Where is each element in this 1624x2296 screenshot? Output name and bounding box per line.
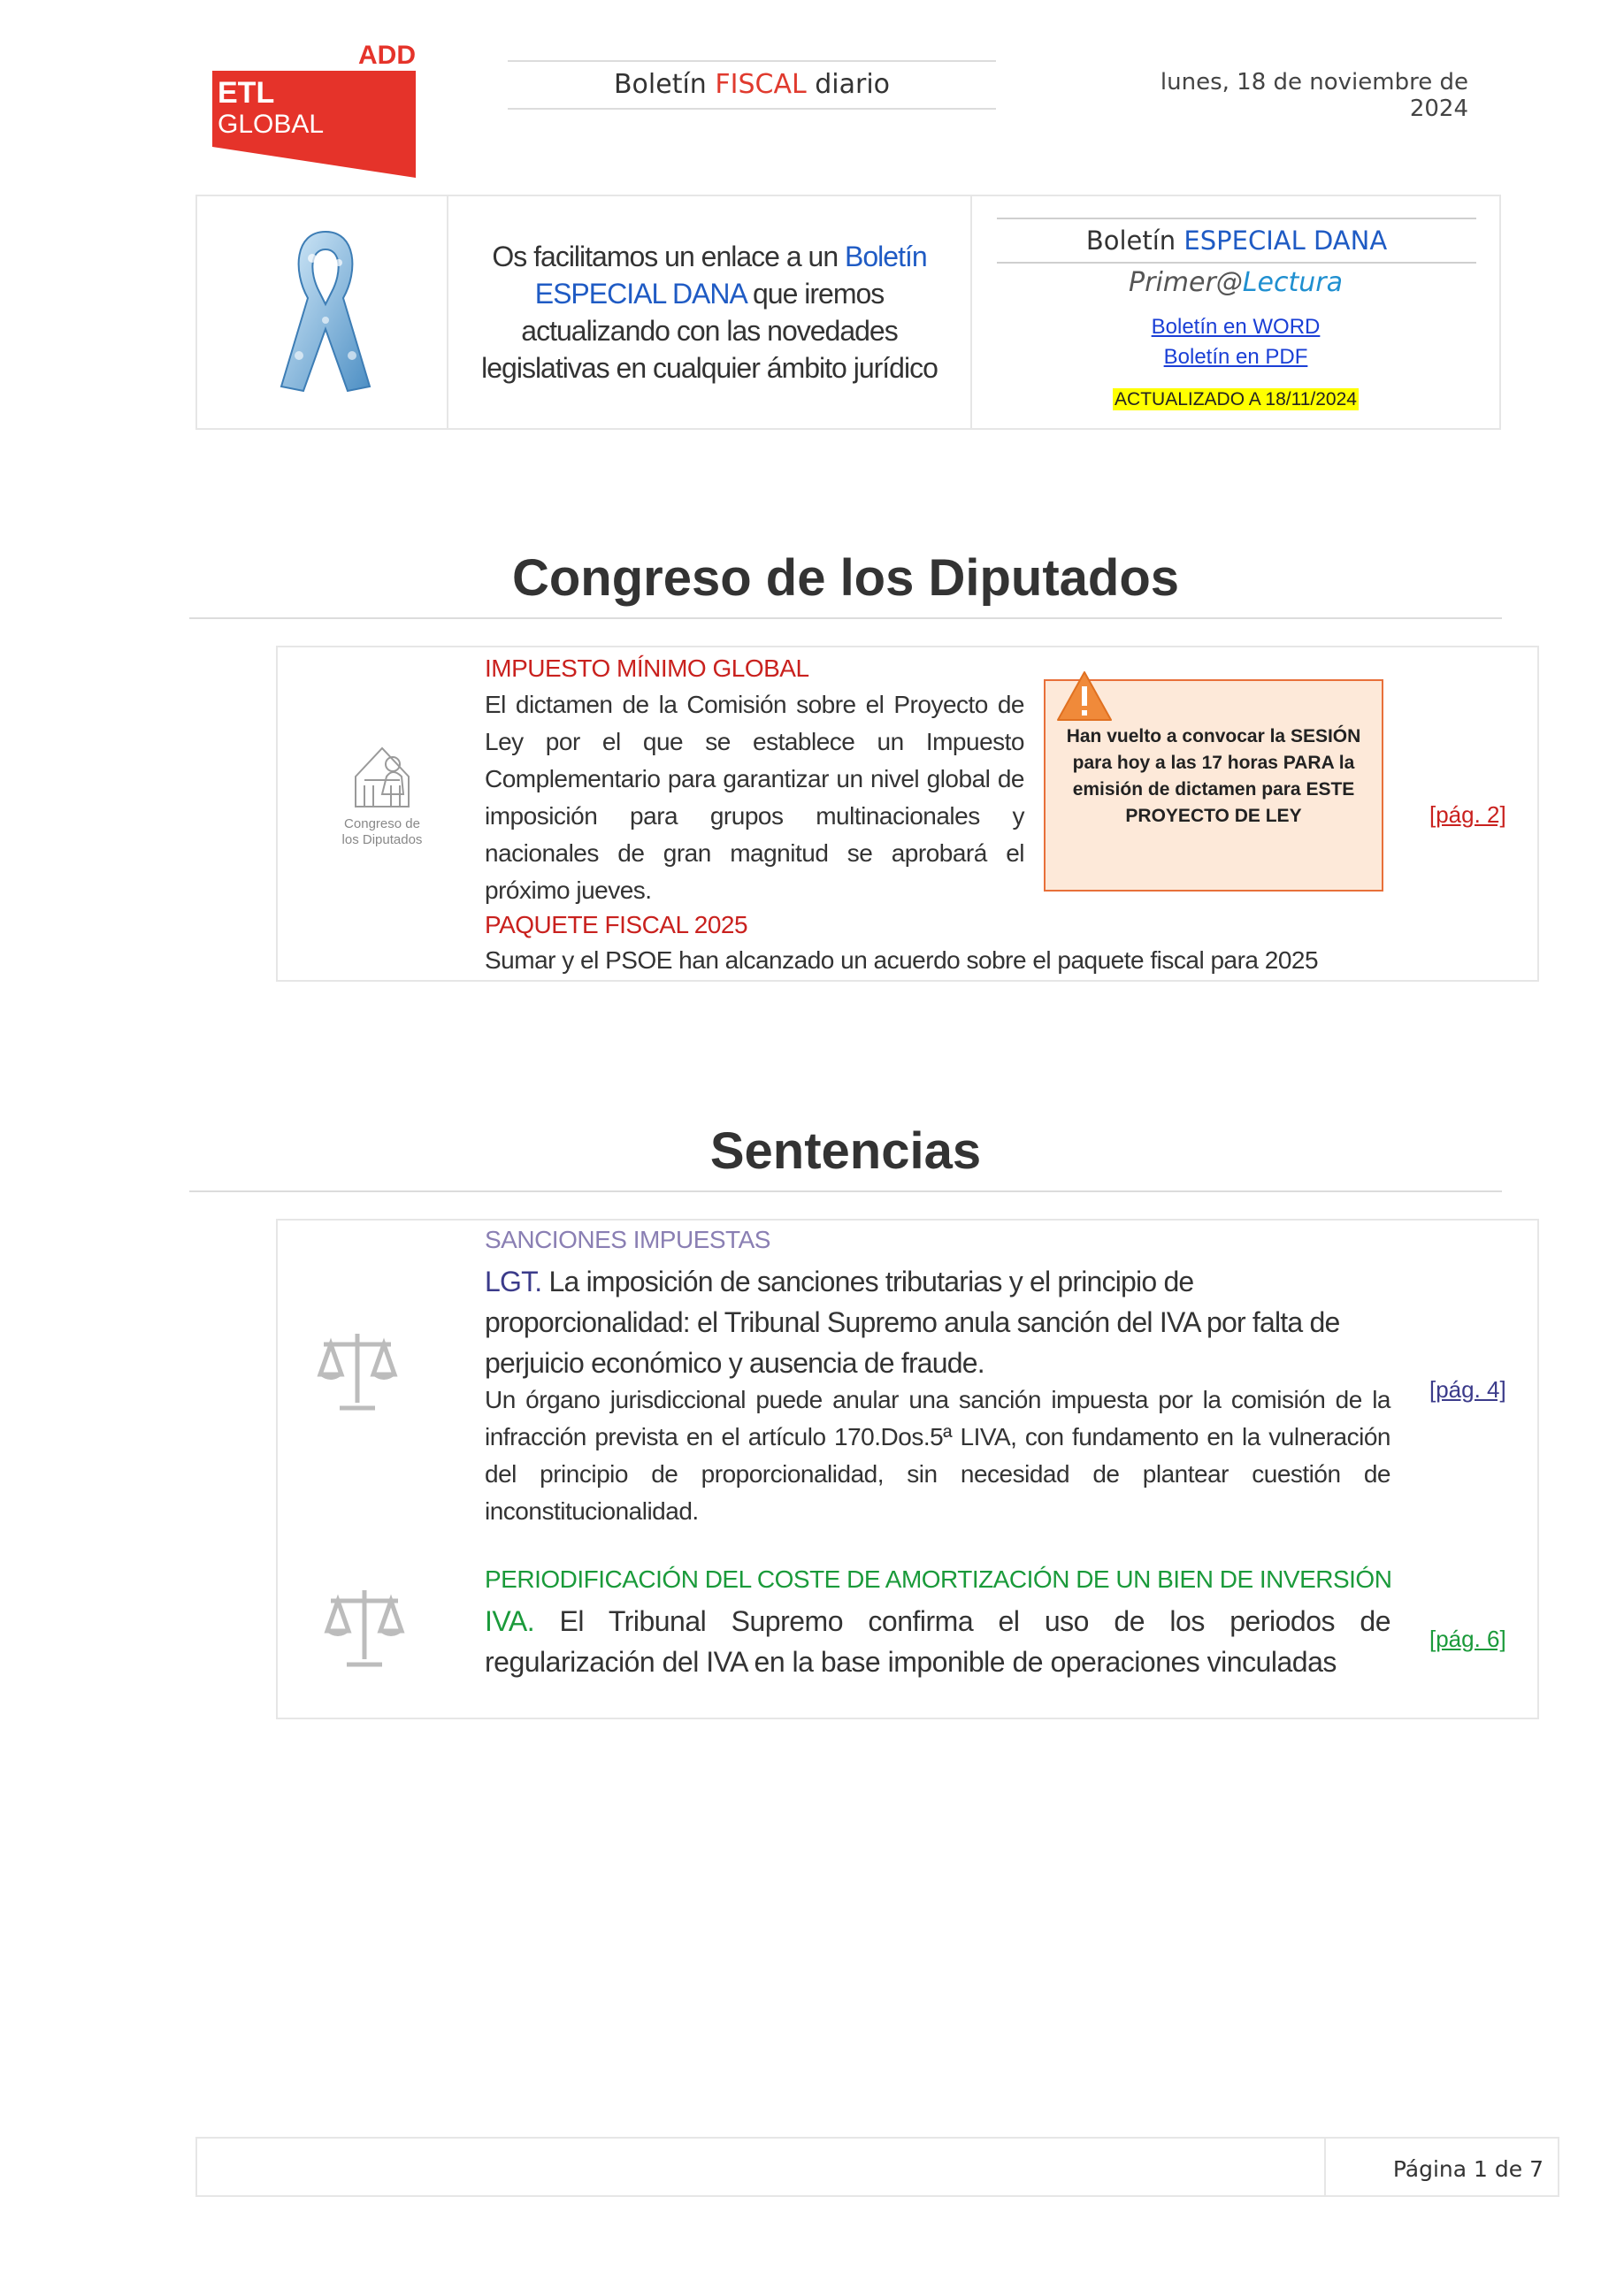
updated-badge: ACTUALIZADO A 18/11/2024 [1115, 389, 1357, 409]
warning-icon [1056, 670, 1113, 722]
link-boletin-word[interactable]: Boletín en WORD [1151, 315, 1321, 339]
page-ref-sanciones[interactable]: [pág. 4] [1429, 1376, 1506, 1403]
item-body-impuesto-minimo: El dictamen de la Comisión sobre el Proyecto de Ley por el que se establece un Impuesto Complementario para garantizar un nivel global de imposición para grupos multinacionales y nacionales de gran magnitud se aprobará el próximo jueves. [485, 691, 1024, 904]
scales-of-justice-icon [322, 1583, 407, 1672]
alert-text: Han vuelto a convocar la SESIÓN para hoy a las 17 horas PARA la emisión de dictamen para ESTE PROYECTO DE LEY [1066, 726, 1361, 826]
logo-global-text: GLOBAL [218, 110, 325, 139]
page-footer [195, 2137, 1559, 2197]
dana-intro-part1: Os facilitamos un enlace a un [492, 241, 846, 272]
item-category-periodificacion: PERIODIFICACIÓN DEL COSTE DE AMORTIZACIÓN DE UN BIEN DE INVERSIÓN [485, 1565, 1392, 1593]
bulletin-date: lunes, 18 de noviembre de 2024 [1160, 69, 1468, 122]
ribbon-cell [197, 196, 448, 428]
item-headline-text-sanciones: La imposición de sanciones tributarias y el principio de proporcionalidad: el Tribunal Supremo anula sanción del IVA por falta de perjuicio económico y ausencia de fraude. [485, 1266, 1340, 1379]
dana-links-cell [972, 196, 1499, 428]
link-boletin-pdf[interactable]: Boletín en PDF [1163, 345, 1308, 369]
dana-intro-text [461, 238, 958, 386]
dana-intro-cell [448, 196, 972, 428]
etl-global-logo [212, 32, 425, 178]
awareness-ribbon-icon [268, 223, 383, 400]
item-tag-iva: IVA. [485, 1605, 535, 1637]
item-category-sanciones: SANCIONES IMPUESTAS [485, 1226, 770, 1253]
alert-box [1044, 679, 1383, 892]
congreso-logo-label2: los Diputados [341, 832, 423, 847]
bulletin-title-accent: FISCAL [715, 69, 807, 100]
item-headline-sanciones [485, 1261, 1390, 1383]
congreso-building-icon [338, 741, 426, 812]
item-body-sanciones: Un órgano jurisdiccional puede anular una sanción impuesta por la comisión de la infracción prevista en el artículo 170.Dos.5ª LIVA, con fundamento en la vulneración del principio de proporcionalidad, sin necesidad de plantear cuestión de inconstitucionalidad. [485, 1386, 1390, 1525]
logo-etl-text: ETL [218, 76, 275, 110]
primera-part1: Primer@ [1129, 267, 1243, 298]
scales-of-justice-icon [315, 1327, 400, 1415]
section-heading-congreso: Congreso de los Diputados [189, 548, 1502, 619]
item-title-impuesto-minimo: IMPUESTO MÍNIMO GLOBAL [485, 654, 809, 682]
page-ref-periodificacion[interactable]: [pág. 6] [1429, 1626, 1506, 1652]
primera-lectura-label [972, 267, 1499, 298]
logo-add-text: ADD [358, 41, 416, 70]
bulletin-title [508, 60, 996, 110]
dana-intro-highlight: Boletín ESPECIAL DANA [534, 241, 927, 310]
dana-intro-part2: que iremos actualizando con las novedades legislativas en cualquier ámbito jurídico [481, 278, 938, 384]
item-body-paquete-fiscal: Sumar y el PSOE han alcanzado un acuerdo sobre el paquete fiscal para 2025 [485, 946, 1319, 974]
item-title-paquete-fiscal: PAQUETE FISCAL 2025 [485, 911, 748, 938]
page-number: Página 1 de 7 [1392, 2156, 1544, 2182]
bulletin-title-suffix: diario [806, 69, 891, 100]
dana-box-title [997, 218, 1476, 264]
item-tag-lgt: LGT. [485, 1266, 542, 1297]
bulletin-title-prefix: Boletín [613, 69, 716, 100]
page-ref-congreso[interactable]: [pág. 2] [1429, 801, 1506, 828]
footer-divider [1324, 2139, 1326, 2195]
item-headline-periodificacion [485, 1601, 1390, 1682]
congreso-logo-label1: Congreso de [344, 816, 420, 831]
dana-box [195, 195, 1501, 430]
primera-part2: Lectura [1242, 267, 1343, 298]
dana-box-title-prefix: Boletín [1085, 226, 1184, 256]
congreso-logo [338, 741, 426, 847]
item-headline-text-periodificacion: El Tribunal Supremo confirma el uso de los periodos de regularización del IVA en la base imponible de operaciones vinculadas [485, 1605, 1390, 1678]
dana-box-title-accent: ESPECIAL DANA [1184, 226, 1388, 256]
section-heading-sentencias: Sentencias [189, 1121, 1502, 1192]
